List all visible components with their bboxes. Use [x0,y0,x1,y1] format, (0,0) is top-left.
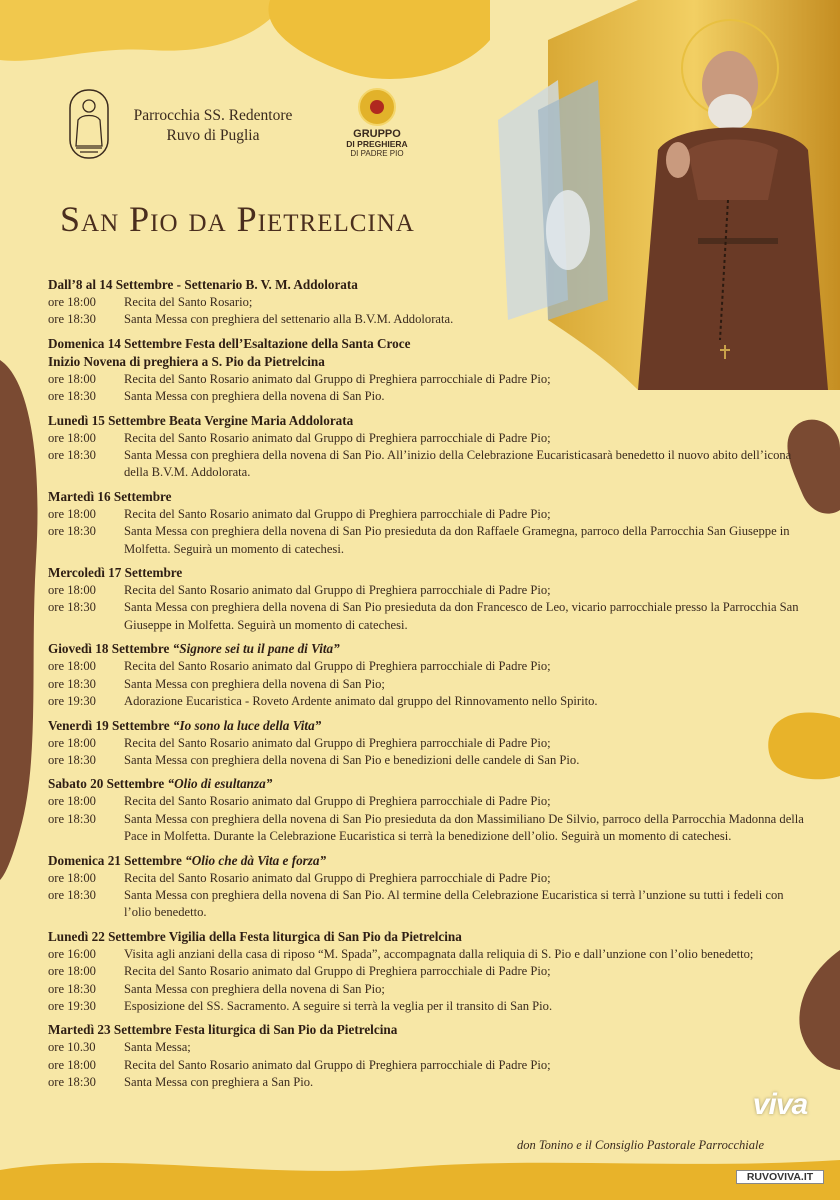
event: Recita del Santo Rosario animato dal Gruppo di Preghiera parrocchiale di Padre Pio; [124,371,551,386]
schedule-row [48,946,808,963]
time: ore 18:30 [48,389,96,404]
time: ore 18:00 [48,1057,96,1072]
schedule-row [48,811,808,846]
time: ore 18:30 [48,981,96,996]
redeemer-icon [66,86,112,162]
schedule-row [48,506,808,523]
section-theme: “Signore sei tu il pane di Vita” [172,641,340,657]
time: ore 18:30 [48,312,96,327]
top-yellow-blob [250,0,490,90]
schedule-row [48,523,808,558]
time: ore 18:00 [48,964,96,979]
schedule-row [48,963,808,980]
event: Recita del Santo Rosario animato dal Gruppo di Preghiera parrocchiale di Padre Pio; [124,870,551,885]
event: Santa Messa con preghiera della novena di San Pio. All’inizio della Celebrazione Eucaristicasarà benedetto il nuovo abito dell’icona della B.V.M. Addolorata. [124,448,792,480]
section-date: Sabato 20 Settembre [48,776,168,792]
event: Santa Messa con preghiera della novena di San Pio presieduta da don Francesco de Leo, vicario parrocchiale presso la Parrocchia San Giuseppe in Molfetta. Seguirà un momento di catechesi. [124,600,799,632]
section-title: Martedì 16 Settembre [48,488,172,504]
section-date: Giovedì 18 Settembre [48,641,173,657]
section-date: Venerdì 19 Settembre [48,717,173,733]
event: Santa Messa con preghiera del settenario alla B.V.M. Addolorata. [124,312,454,327]
schedule-row [48,388,808,405]
schedule-section-8 [48,775,808,845]
time: ore 18:30 [48,524,96,539]
section-title [48,640,808,658]
event: Santa Messa con preghiera della novena di San Pio; [124,676,385,691]
schedule-row [48,735,808,752]
signature: don Tonino e il Consiglio Pastorale Parrocchiale [517,1138,764,1152]
parish-name [118,106,308,146]
event: Recita del Santo Rosario animato dal Gruppo di Preghiera parrocchiale di Padre Pio; [124,583,551,598]
event: Santa Messa con preghiera della novena di San Pio; [124,981,385,996]
schedule-row [48,582,808,599]
time: ore 10.30 [48,1040,96,1055]
time: ore 16:00 [48,946,96,961]
event: Santa Messa con preghiera a San Pio. [124,1075,314,1090]
event: Recita del Santo Rosario animato dal Gruppo di Preghiera parrocchiale di Padre Pio; [124,964,551,979]
section-title [48,717,808,735]
page-title: San Pio da Pietrelcina [60,199,415,239]
time: ore 18:30 [48,1075,96,1090]
section-theme: “Io sono la luce della Vita” [172,717,322,733]
schedule-row [48,693,808,710]
schedule-row [48,371,808,388]
event: Santa Messa con preghiera della novena di San Pio presieduta da don Raffaele Gramegna, parroco della Parrocchia San Giuseppe in Molfetta. Seguirà un momento di catechesi. [124,524,790,556]
left-brown-blob [0,360,44,880]
event: Esposizione del SS. Sacramento. A seguire si terrà la veglia per il transito di San Pio. [124,998,553,1013]
schedule-section-1 [48,276,808,329]
time: ore 18:00 [48,794,96,809]
time: ore 18:00 [48,506,96,521]
section-title [48,775,808,793]
schedule-section-2 [48,335,808,406]
section-title: Domenica 14 Settembre Festa dell’Esaltazione della Santa Croce [48,335,411,351]
event: Santa Messa con preghiera della novena di San Pio. [124,389,385,404]
section-title: Lunedì 22 Settembre Vigilia della Festa liturgica di San Pio da Pietrelcina [48,928,462,944]
time: ore 18:30 [48,676,96,691]
event: Visita agli anziani della casa di riposo “M. Spada”, accompagnata dalla reliquia di S. Pio e dall’unzione con l’olio benedetto; [124,946,754,961]
watermark [736,1088,824,1188]
event: Recita del Santo Rosario animato dal Gruppo di Preghiera parrocchiale di Padre Pio; [124,659,551,674]
schedule-row [48,658,808,675]
viva-logo: viva [752,1088,808,1121]
time: ore 18:00 [48,430,96,445]
time: ore 18:30 [48,887,96,902]
schedule-section-10 [48,928,808,1016]
prayer-group-logo [340,88,414,164]
schedule-row [48,752,808,769]
event: Recita del Santo Rosario animato dal Gruppo di Preghiera parrocchiale di Padre Pio; [124,794,551,809]
time: ore 18:30 [48,752,96,767]
time: ore 18:00 [48,870,96,885]
time: ore 18:30 [48,600,96,615]
site-link[interactable]: RUVOVIVA.IT [736,1170,824,1184]
section-subtitle: Inizio Novena di preghiera a S. Pio da Pietrelcina [48,353,325,369]
schedule-row [48,430,808,447]
section-title: Lunedì 15 Settembre Beata Vergine Maria Addolorata [48,412,354,428]
parish-line-1: Parrocchia SS. Redentore [133,107,293,124]
schedule-row [48,981,808,998]
time: ore 18:00 [48,735,96,750]
schedule-row [48,1039,808,1056]
schedule-row [48,447,808,482]
section-title: Mercoledì 17 Settembre [48,565,183,581]
schedule-section-3 [48,412,808,482]
time: ore 18:30 [48,448,96,463]
schedule-section-7 [48,717,808,770]
section-title [48,852,808,870]
schedule-row [48,311,808,328]
section-theme: “Olio che dà Vita e forza” [185,852,327,868]
schedule-row [48,998,808,1015]
schedule-row [48,870,808,887]
time: ore 18:00 [48,295,96,309]
schedule-section-9 [48,852,808,922]
group-line-2: DI PREGHIERA [346,139,408,149]
section-theme: “Olio di esultanza” [167,776,273,792]
event: Recita del Santo Rosario animato dal Gruppo di Preghiera parrocchiale di Padre Pio; [124,506,551,521]
event: Santa Messa; [124,1040,191,1055]
event: Recita del Santo Rosario animato dal Gruppo di Preghiera parrocchiale di Padre Pio; [124,735,551,750]
event: Santa Messa con preghiera della novena di San Pio. Al termine della Celebrazione Eucaristica si terrà l’unzione su tutti i fedeli con l’olio benedetto. [124,887,784,920]
group-line-3: DI PADRE PIO [350,149,404,158]
section-title: Dall’8 al 14 Settembre - Settenario B. V. M. Addolorata [48,277,358,292]
schedule-section-5 [48,564,808,634]
event: Recita del Santo Rosario animato dal Gruppo di Preghiera parrocchiale di Padre Pio; [124,1057,551,1072]
schedule-row [48,599,808,634]
section-title: Martedì 23 Settembre Festa liturgica di San Pio da Pietrelcina [48,1022,398,1038]
parish-header [66,86,326,166]
time: ore 18:00 [48,371,96,386]
time: ore 18:30 [48,811,96,826]
event: Santa Messa con preghiera della novena di San Pio presieduta da don Massimiliano De Silvio, parroco della Parrocchia Madonna della Pace in Molfetta. Durante la Celebrazione Eucaristica si terrà la benedizione dell’olio. Seguirà un momento di catechesi. [124,811,804,844]
schedule-row [48,676,808,693]
time: ore 18:00 [48,583,96,598]
time: ore 19:30 [48,694,96,709]
top-left-yellow-blob [0,0,290,70]
schedule-section-6 [48,640,808,710]
event: Santa Messa con preghiera della novena di San Pio e benedizioni delle candele di San Pio. [124,752,580,767]
group-line-1: GRUPPO [353,128,401,140]
event: Recita del Santo Rosario; [124,295,253,309]
schedule-row [48,1074,808,1091]
time: ore 18:00 [48,659,96,674]
schedule-row [48,294,808,311]
schedule-row [48,887,808,922]
event: Recita del Santo Rosario animato dal Gruppo di Preghiera parrocchiale di Padre Pio; [124,430,551,445]
parish-line-2: Ruvo di Puglia [166,127,260,144]
event: Adorazione Eucaristica - Roveto Ardente animato dal gruppo del Rinnovamento nello Spirito. [124,694,598,709]
schedule [48,276,808,1098]
schedule-section-11 [48,1021,808,1091]
heart-emblem-icon [358,88,396,126]
schedule-section-4 [48,488,808,558]
schedule-row [48,793,808,810]
schedule-row [48,1057,808,1074]
section-date: Domenica 21 Settembre [48,852,186,868]
time: ore 19:30 [48,998,96,1013]
